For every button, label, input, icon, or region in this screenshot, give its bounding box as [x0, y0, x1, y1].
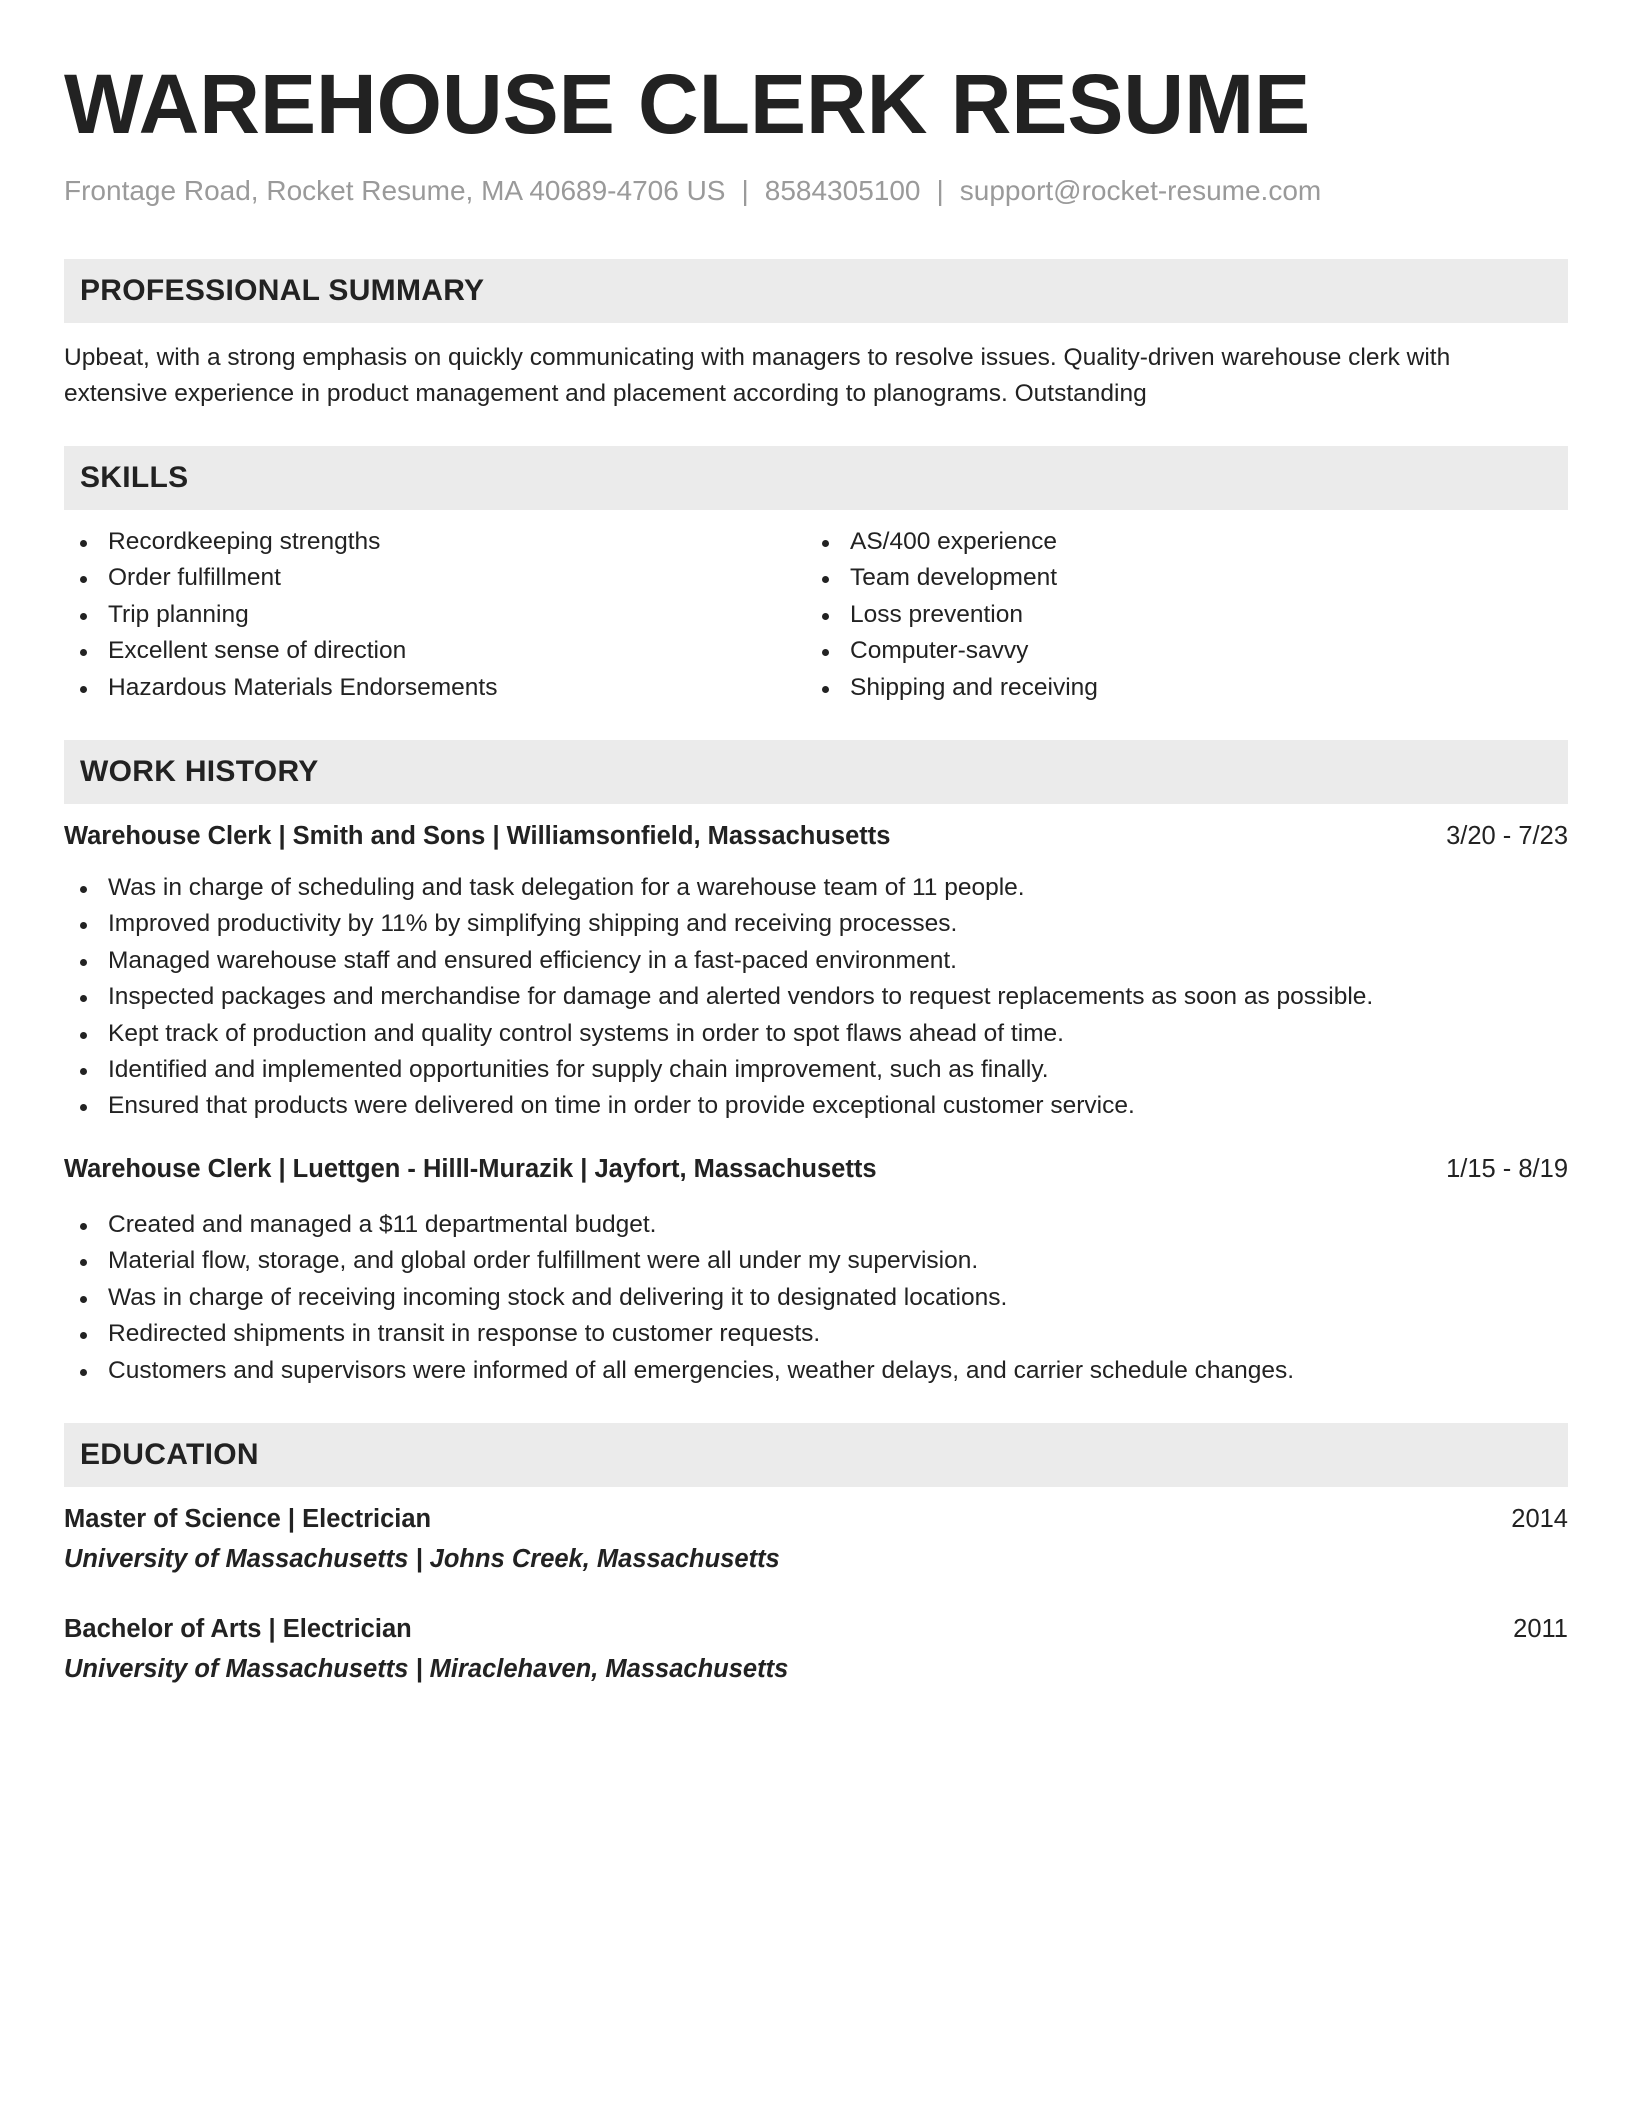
skills-column-right — [806, 524, 1548, 706]
job-bullet: Material flow, storage, and global order fulfillment were all under my supervision. — [64, 1243, 1568, 1279]
job-bullet: Ensured that products were delivered on time in order to provide exceptional customer service. — [64, 1088, 1568, 1124]
education-school: University of Massachusetts | Miraclehaven, Massachusetts — [64, 1654, 789, 1683]
skill-item: Team development — [806, 560, 1548, 596]
job-title: Warehouse Clerk | Luettgen - Hilll-Murazik | Jayfort, Massachusetts — [64, 1154, 877, 1183]
contact-line — [64, 175, 1568, 207]
job-entry — [64, 820, 1568, 1125]
skill-item: Recordkeeping strengths — [64, 524, 806, 560]
section-header-skills: SKILLS — [64, 446, 1568, 510]
contact-separator: | — [936, 175, 944, 206]
job-bullet: Was in charge of scheduling and task delegation for a warehouse team of 11 people. — [64, 870, 1568, 906]
skill-item: Hazardous Materials Endorsements — [64, 670, 806, 706]
job-title: Warehouse Clerk | Smith and Sons | Williamsonfield, Massachusetts — [64, 822, 891, 851]
job-dates: 1/15 - 8/19 — [1446, 1154, 1568, 1183]
job-bullet: Was in charge of receiving incoming stock and delivering it to designated locations. — [64, 1280, 1568, 1316]
skill-item: Trip planning — [64, 597, 806, 633]
summary-line: Upbeat, with a strong emphasis on quickly communicating with managers to resolve issues. Quality-driven warehouse clerk with — [64, 344, 1451, 371]
education-school: University of Massachusetts | Johns Creek, Massachusetts — [64, 1544, 780, 1573]
job-bullet: Kept track of production and quality control systems in order to spot flaws ahead of time. — [64, 1016, 1568, 1052]
skill-item: Computer-savvy — [806, 633, 1548, 669]
skill-item: Loss prevention — [806, 597, 1548, 633]
skill-item: Shipping and receiving — [806, 670, 1548, 706]
job-bullets — [64, 1207, 1568, 1389]
skill-item: Order fulfillment — [64, 560, 806, 596]
job-bullet: Identified and implemented opportunities for supply chain improvement, such as finally. — [64, 1052, 1568, 1088]
job-bullet: Redirected shipments in transit in response to customer requests. — [64, 1316, 1568, 1352]
job-bullet: Customers and supervisors were informed of all emergencies, weather delays, and carrier schedule changes. — [64, 1353, 1568, 1389]
job-dates: 3/20 - 7/23 — [1446, 822, 1568, 851]
job-header — [64, 1153, 1568, 1185]
summary-text — [64, 340, 1568, 412]
job-bullet: Improved productivity by 11% by simplifying shipping and receiving processes. — [64, 906, 1568, 942]
contact-email: support@rocket-resume.com — [959, 175, 1322, 206]
skill-item: AS/400 experience — [806, 524, 1548, 560]
skills-list — [64, 524, 1568, 706]
skills-column-left — [64, 524, 806, 706]
education-year: 2011 — [1513, 1614, 1568, 1643]
education-degree: Bachelor of Arts | Electrician — [64, 1614, 412, 1643]
section-header-education: EDUCATION — [64, 1423, 1568, 1487]
job-header — [64, 820, 1568, 852]
contact-separator: | — [741, 175, 749, 206]
job-bullet: Created and managed a $11 departmental budget. — [64, 1207, 1568, 1243]
section-header-summary: PROFESSIONAL SUMMARY — [64, 259, 1568, 323]
education-degree: Master of Science | Electrician — [64, 1504, 432, 1533]
education-header — [64, 1503, 1568, 1535]
education-entry — [64, 1613, 1568, 1685]
section-header-work-history: WORK HISTORY — [64, 740, 1568, 804]
job-bullets — [64, 870, 1568, 1125]
education-entry — [64, 1503, 1568, 1575]
summary-line: extensive experience in product management and placement according to planograms. Outstanding — [64, 380, 1147, 407]
contact-address: Frontage Road, Rocket Resume, MA 40689-4706 US — [64, 175, 726, 206]
education-year: 2014 — [1511, 1504, 1568, 1533]
job-entry — [64, 1153, 1568, 1389]
job-bullet: Inspected packages and merchandise for damage and alerted vendors to request replacements as soon as possible. — [64, 979, 1568, 1015]
contact-phone: 8584305100 — [764, 175, 921, 206]
job-bullet: Managed warehouse staff and ensured efficiency in a fast-paced environment. — [64, 943, 1568, 979]
education-header — [64, 1613, 1568, 1645]
resume-title: WAREHOUSE CLERK RESUME — [64, 57, 1311, 151]
skill-item: Excellent sense of direction — [64, 633, 806, 669]
